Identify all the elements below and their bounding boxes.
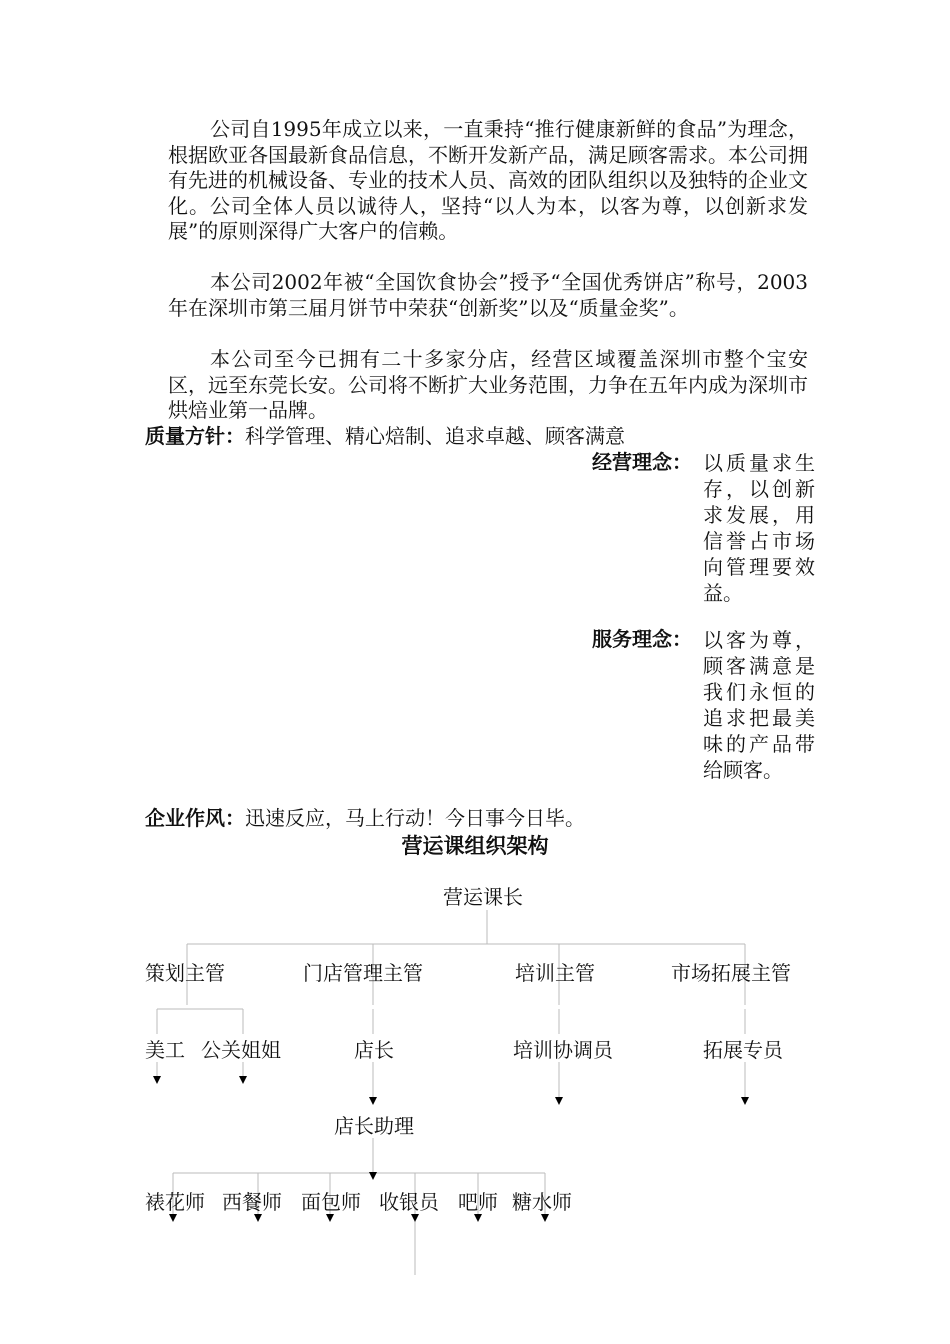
org-node-designer: 美工 (145, 1038, 185, 1062)
org-node-planning-manager: 策划主管 (145, 961, 225, 985)
org-node-baker: 面包师 (301, 1190, 361, 1214)
org-node-cake-decorator: 裱花师 (145, 1190, 205, 1214)
org-node-pr-staff: 公关姐姐 (201, 1038, 281, 1062)
org-node-root: 营运课长 (443, 885, 523, 909)
org-node-store-manager-supervisor: 门店管理主管 (303, 961, 423, 985)
org-node-expansion-specialist: 拓展专员 (703, 1038, 783, 1062)
org-node-market-expansion-manager: 市场拓展主管 (671, 961, 791, 985)
org-node-training-manager: 培训主管 (515, 961, 595, 985)
intro-paragraph-2-text: 本公司2002年被“全国饮食协会”授予“全国优秀饼店”称号，2003年在深圳市第三届月饼节中荣获“创新奖”以及“质量金奖”。 (168, 270, 808, 320)
org-node-barista: 吧师 (458, 1190, 498, 1214)
org-node-western-chef: 西餐师 (222, 1190, 282, 1214)
intro-paragraph-3-text: 本公司至今已拥有二十多家分店，经营区域覆盖深圳市整个宝安区，远至东莞长安。公司将不断扩大业务范围，力争在五年内成为深圳市烘焙业第一品牌。 (168, 347, 808, 422)
corporate-style-text: 迅速反应，马上行动！今日事今日毕。 (245, 806, 585, 830)
org-node-cashier: 收银员 (379, 1190, 439, 1214)
org-node-training-coordinator: 培训协调员 (513, 1038, 613, 1062)
quality-policy-label: 质量方针： (145, 424, 245, 448)
service-philosophy-label: 服务理念： (592, 627, 692, 651)
org-chart-title: 营运课组织架构 (401, 834, 549, 858)
business-philosophy-label: 经营理念： (592, 450, 692, 474)
org-node-dessert-maker: 糖水师 (512, 1190, 572, 1214)
org-node-store-manager: 店长 (354, 1038, 394, 1062)
quality-policy-text: 科学管理、精心焙制、追求卓越、顾客满意 (245, 424, 625, 448)
intro-paragraph-1-text: 公司自1995年成立以来，一直秉持“推行健康新鲜的食品”为理念，根据欧亚各国最新食品信息，不断开发新产品，满足顾客需求。本公司拥有先进的机械设备、专业的技术人员、高效的团队组织以及独特的企业文化。公司全体人员以诚待人，坚持“以人为本，以客为尊，以创新求发展”的原则深得广大客户的信赖。 (168, 117, 808, 243)
corporate-style-label: 企业作风： (145, 806, 245, 830)
org-node-store-assistant: 店长助理 (334, 1114, 414, 1138)
business-philosophy-text: 以质量求生存，以创新求发展，用信誉占市场向管理要效益。 (703, 451, 815, 605)
service-philosophy-text: 以客为尊，顾客满意是我们永恒的追求把最美味的产品带给顾客。 (703, 628, 815, 782)
